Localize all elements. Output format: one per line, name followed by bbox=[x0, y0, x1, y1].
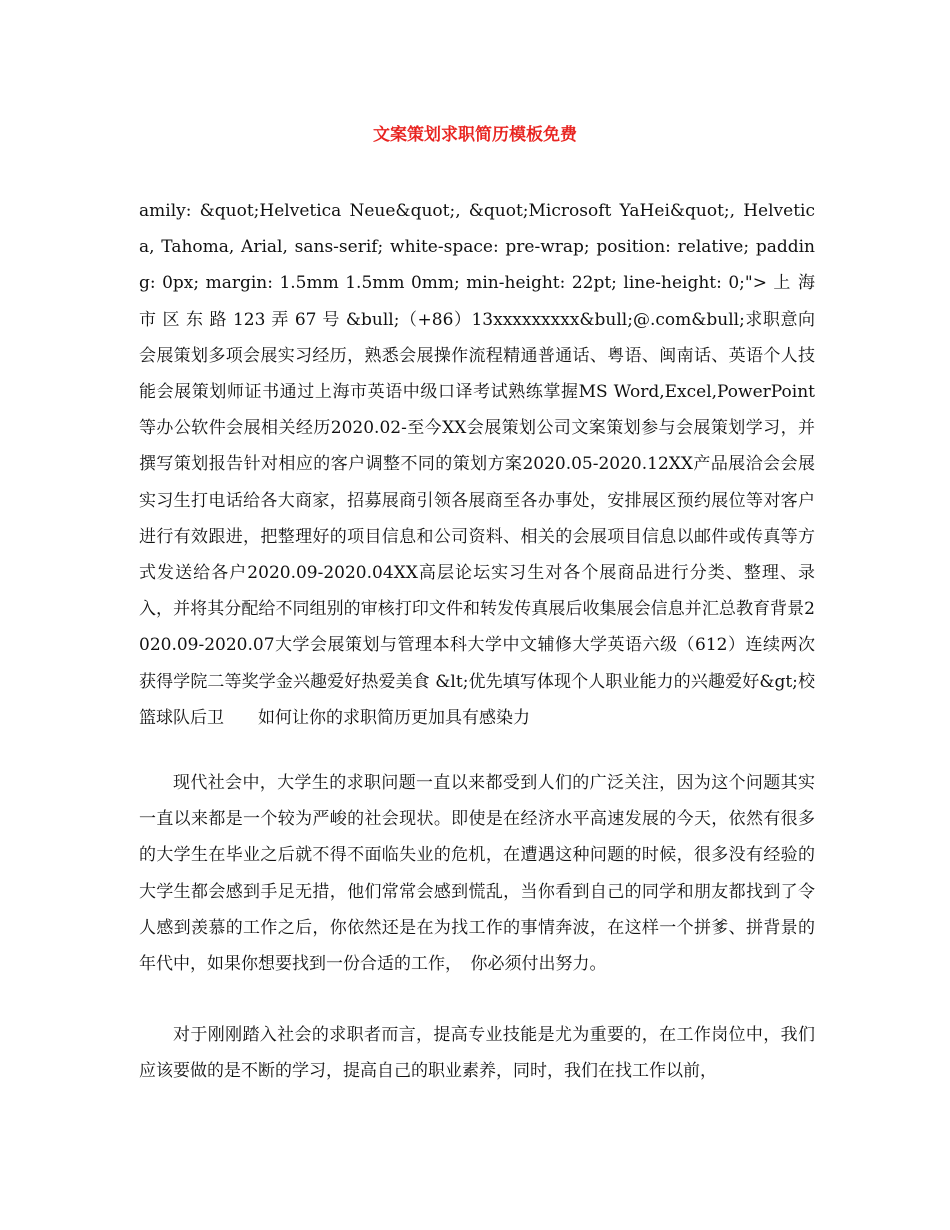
resume-paragraph: amily: &quot;Helvetica Neue&quot;, &quot;Microsoft YaHei&quot;, Helvetica, Tahoma, Arial, sans-serif; white-space: pre-wrap; position: relative; padding: 0px; margin: 1.5mm 1.5mm 0mm; min-height: 22pt; line-height: 0;"> 上 海 市 区 东 路 123 弄 67 号 &bull;（+86）13xxxxxxxxx&bull;@.com&bull;求职意向会展策划多项会展实习经历，熟悉会展操作流程精通普通话、粤语、闽南话、英语个人技能会展策划师证书通过上海市英语中级口译考试熟练掌握MS Word,Excel,PowerPoint等办公软件会展相关经历2020.02-至今XX会展策划公司文案策划参与会展策划学习，并撰写策划报告针对相应的客户调整不同的策划方案2020.05-2020.12XX产品展洽会会展实习生打电话给各大商家，招募展商引领各展商至各办事处，安排展区预约展位等对客户进行有效跟进，把整理好的项目信息和公司资料、相关的会展项目信息以邮件或传真等方式发送给各户2020.09-2020.04XX高层论坛实习生对各个展商品进行分类、整理、录入，并将其分配给不同组别的审核打印文件和转发传真展后收集展会信息并汇总教育背景2020.09-2020.07大学会展策划与管理本科大学中文辅修大学英语六级（612）连续两次获得学院二等奖学金兴趣爱好热爱美食 &lt;优先填写体现个人职业能力的兴趣爱好&gt;校篮球队后卫 如何让你的求职简历更加具有感染力 bbox=[139, 201, 815, 728]
article-paragraph-1: 现代社会中，大学生的求职问题一直以来都受到人们的广泛关注，因为这个问题其实一直以来都是一个较为严峻的社会现状。即使是在经济水平高速发展的今天，依然有很多的大学生在毕业之后就不得不面临失业的危机，在遭遇这种问题的时候，很多没有经验的大学生都会感到手足无措，他们常常会感到慌乱，当你看到自己的同学和朋友都找到了令人感到羡慕的工作之后，你依然还是在为找工作的事情奔波，在这样一个拼爹、拼背景的年代中，如果你想要找到一份合适的工作， 你必须付出努力。 bbox=[139, 773, 815, 975]
article-paragraph-2: 对于刚刚踏入社会的求职者而言，提高专业技能是尤为重要的，在工作岗位中，我们应该要做的是不断的学习，提高自己的职业素养，同时，我们在找工作以前， bbox=[139, 1025, 815, 1082]
document-title: 文案策划求职简历模板免费 bbox=[373, 125, 577, 145]
